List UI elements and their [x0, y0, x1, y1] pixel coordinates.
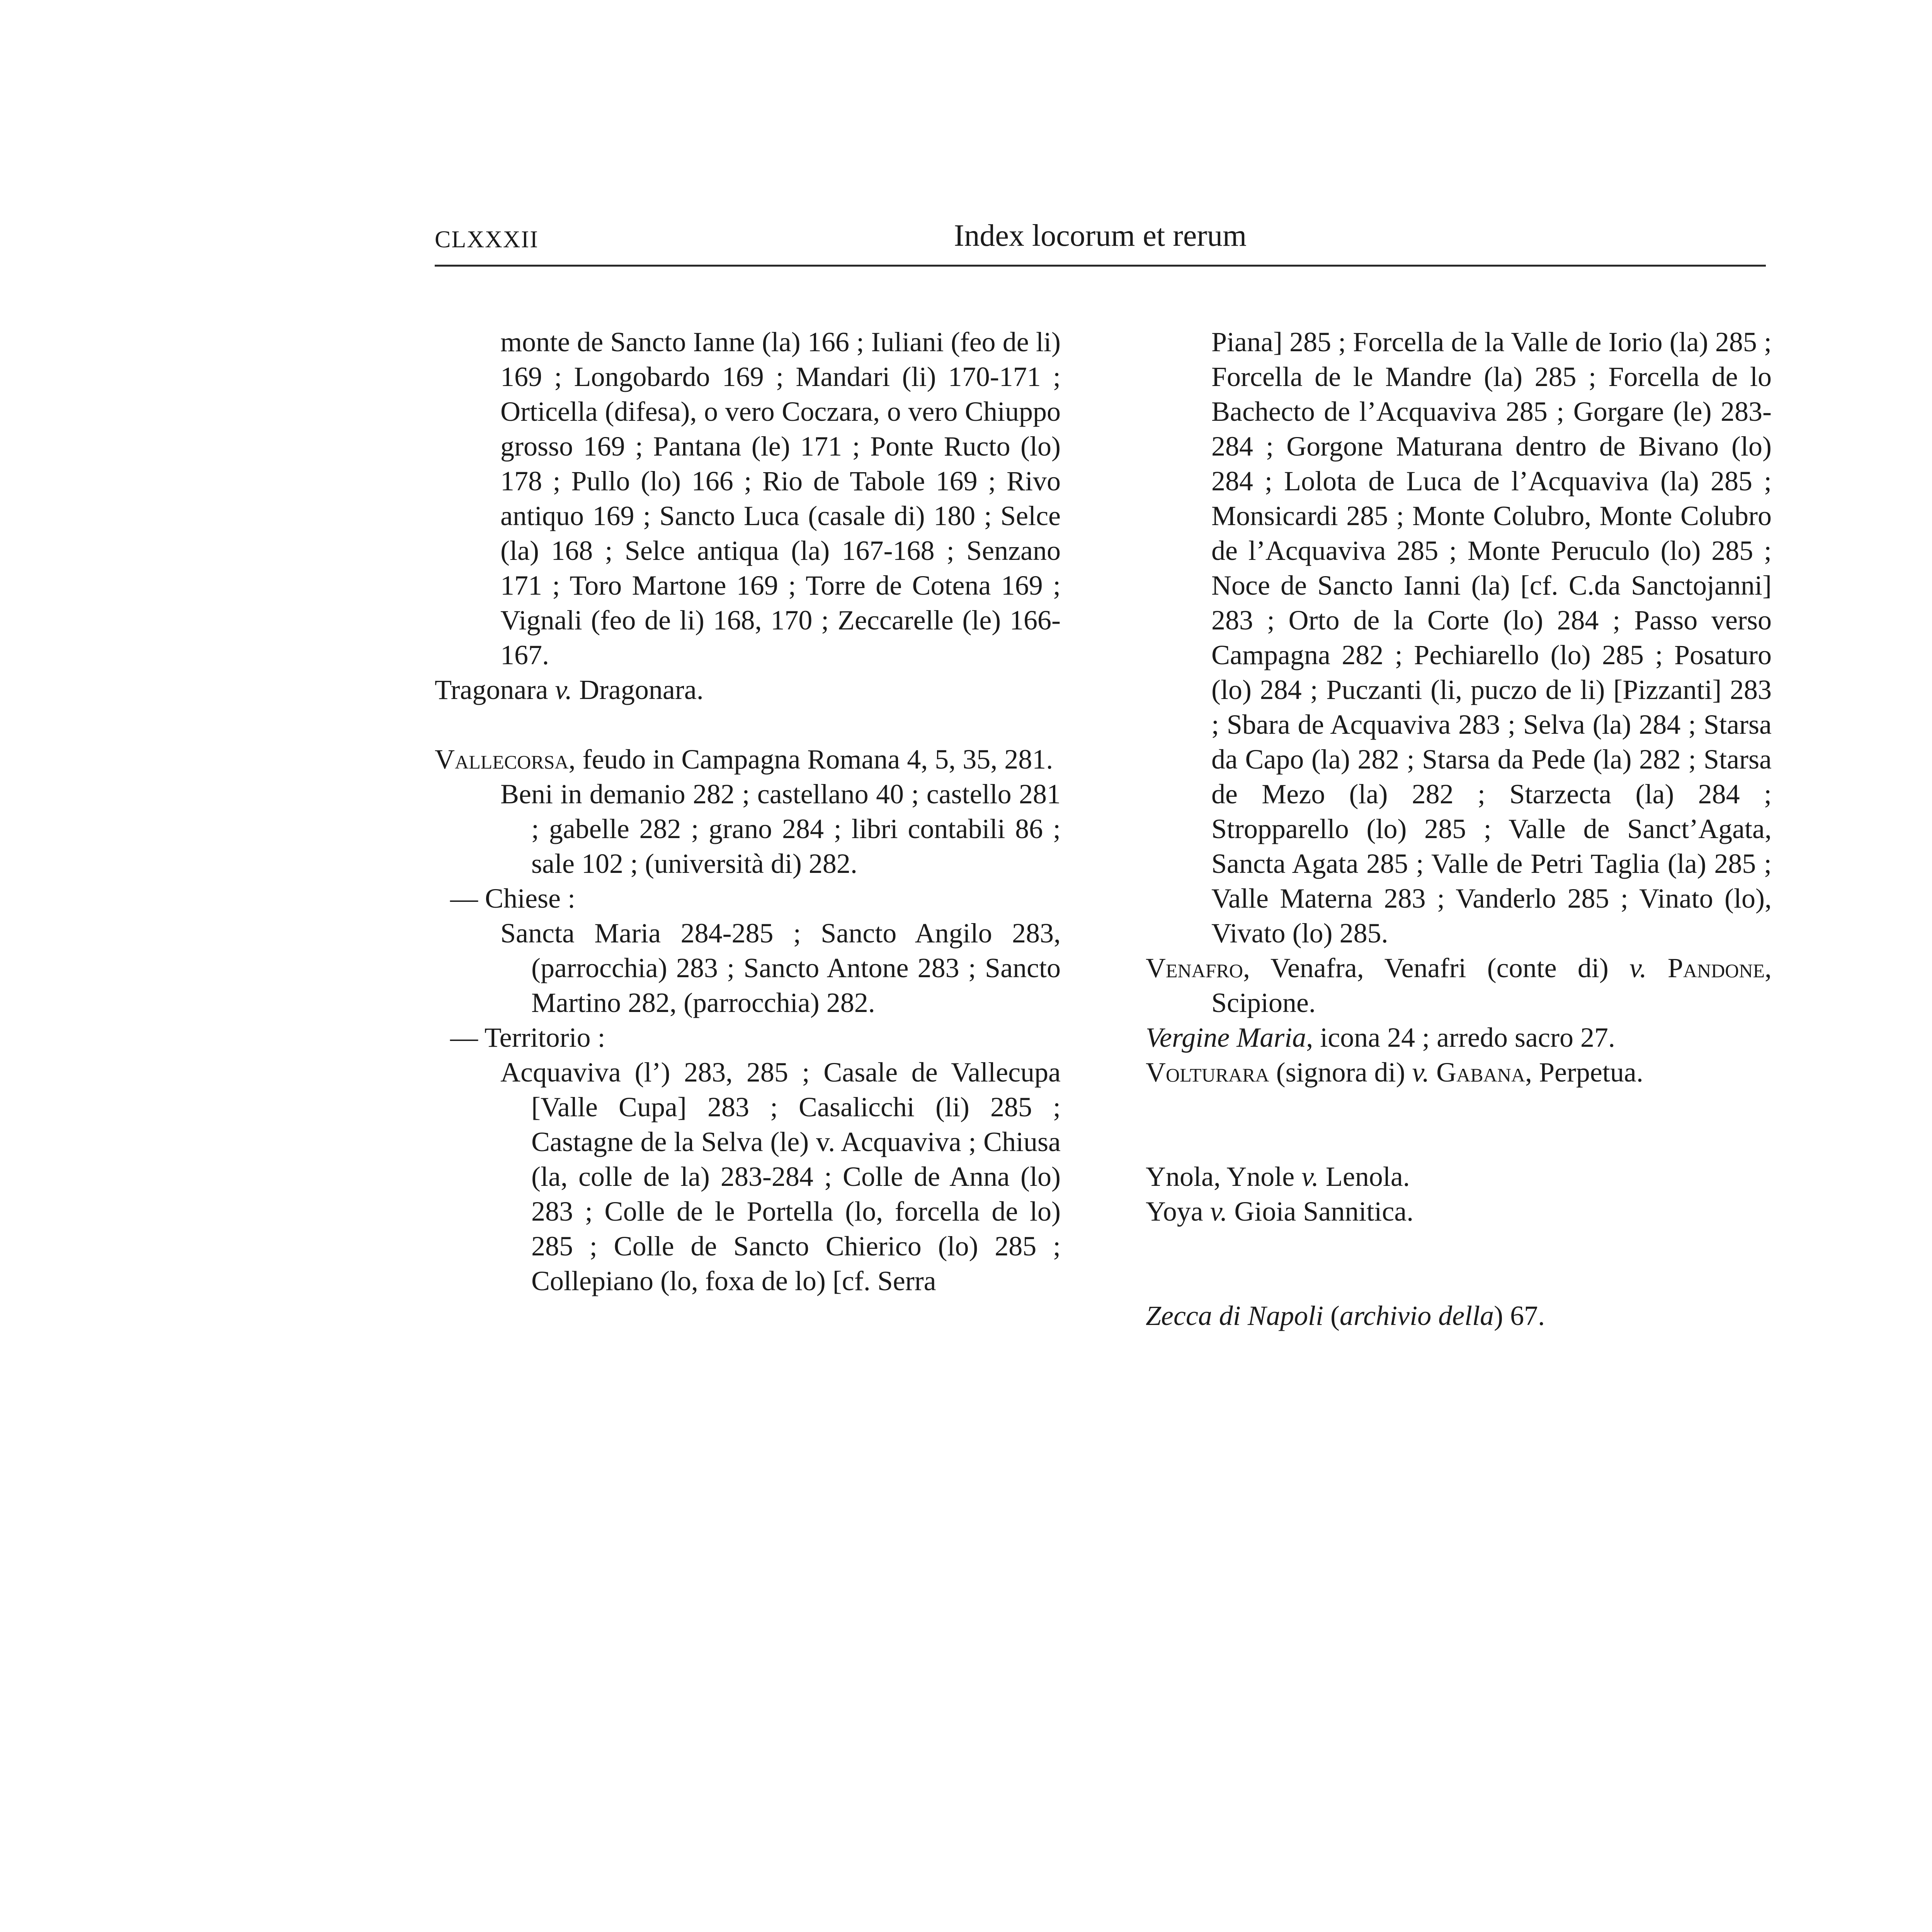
index-entry-zecca	[1146, 1298, 1772, 1333]
index-entry-yoya	[1146, 1194, 1772, 1229]
section-chiese: — Chiese :	[450, 883, 575, 914]
entry-head: Ynola, Ynole	[1146, 1161, 1295, 1192]
entry-description: , Venafra, Venafri (conte di)	[1243, 952, 1630, 983]
subentry-chiese: Sancta Maria 284-285 ; Sancto Angilo 283, (parrocchia) 283 ; Sancto Antone 283 ; Sancto Martino 282, (parrocchia) 282.	[500, 918, 1061, 1018]
entry-head: Tragonara	[435, 674, 548, 705]
entry-page-ref: ) 67.	[1494, 1300, 1545, 1331]
section-territorio: — Territorio :	[450, 1022, 605, 1053]
index-entry-continuation: monte de Sancto Ianne (la) 166 ; Iuliani (feo de li) 169 ; Longobardo 169 ; Mandari (li) 170-171 ; Orticella (difesa), o vero Coczara, o vero Chiuppo grosso 169 ; Pantana (le) 171 ; Ponte Ructo (lo) 178 ; Pullo (lo) 166 ; Rio de Tabole 169 ; Rivo antiquo 169 ; Sancto Luca (casale di) 180 ; Selce (la) 168 ; Selce antiqua (la) 167-168 ; Senzano 171 ; Toro Martone 169 ; Torre de Cotena 169 ; Vignali (feo de li) 168, 170 ; Zeccarelle (le) 166-167.	[500, 327, 1061, 670]
entry-reference: Pandone	[1667, 952, 1765, 983]
index-entry-tragonara	[435, 672, 1061, 707]
entry-head: Volturara	[1146, 1057, 1269, 1088]
left-column	[435, 325, 1061, 1298]
vide-marker: v.	[1412, 1057, 1430, 1088]
entry-description: , feudo in Campagna Romana 4, 5, 35, 281.	[568, 744, 1053, 775]
entry-head: Vergine Maria	[1146, 1022, 1306, 1053]
entry-head: Venafro	[1146, 952, 1243, 983]
vide-marker: v.	[555, 674, 572, 705]
subentry-territorio-continued: Piana] 285 ; Forcella de la Valle de Iorio (la) 285 ; Forcella de le Mandre (la) 285 ; Forcella de lo Bachecto de l’Acquaviva 285 ; Gorgare (le) 283-284 ; Gorgone Maturana dentro de Bivano (lo) 284 ; Lolota de Luca de l’Acquaviva (la) 285 ; Monsicardi 285 ; Monte Colubro, Monte Colubro de l’Acquaviva 285 ; Monte Peruculo (lo) 285 ; Noce de Sancto Ianni (la) [cf. C.da Sanctojanni] 283 ; Orto de la Corte (lo) 284 ; Passo verso Campagna 282 ; Pechiarello (lo) 285 ; Posaturo (lo) 284 ; Puczanti (li, puczo de li) [Pizzanti] 283 ; Sbara de Acquaviva 283 ; Selva (la) 284 ; Starsa da Capo (la) 282 ; Starsa da Pede (la) 282 ; Starsa de Mezo (la) 282 ; Starzecta (la) 284 ; Stropparello (lo) 285 ; Valle de Sanct’Agata, Sancta Agata 285 ; Valle de Petri Taglia (la) 285 ; Valle Materna 283 ; Vanderlo 285 ; Vinato (lo), Vivato (lo) 285.	[1211, 327, 1772, 949]
entry-reference: Gabana	[1436, 1057, 1525, 1088]
vide-marker: v.	[1210, 1196, 1228, 1227]
vide-marker: v.	[1629, 952, 1647, 983]
index-entry-vergine-maria	[1146, 1020, 1772, 1055]
entry-reference: Gioia Sannitica.	[1234, 1196, 1414, 1227]
entry-head: Zecca di Napoli	[1146, 1300, 1323, 1331]
page-title: Index locorum et rerum	[954, 219, 1247, 253]
spacer	[435, 707, 1061, 742]
index-entry-ynola	[1146, 1159, 1772, 1194]
entry-description: , icona 24 ; arredo sacro 27.	[1306, 1022, 1615, 1053]
index-entry-vallecorsa	[435, 742, 1061, 777]
subentry-beni: Beni in demanio 282 ; castellano 40 ; castello 281 ; gabelle 282 ; grano 284 ; libri contabili 86 ; sale 102 ; (università di) 282.	[500, 779, 1061, 879]
entry-description: (signora di)	[1269, 1057, 1412, 1088]
entry-head: Yoya	[1146, 1196, 1203, 1227]
entry-reference: Dragonara.	[579, 674, 704, 705]
index-entry-venafro	[1146, 951, 1772, 1020]
running-head	[435, 218, 1766, 267]
right-column	[1146, 325, 1772, 1333]
spacer	[1146, 1229, 1772, 1298]
vide-marker: v.	[1301, 1161, 1319, 1192]
entry-head: Vallecorsa	[435, 744, 569, 775]
entry-reference: Lenola.	[1325, 1161, 1410, 1192]
spacer	[1146, 1090, 1772, 1159]
entry-qualifier: archivio della	[1339, 1300, 1494, 1331]
folio-number: CLXXXII	[435, 226, 539, 253]
entry-reference-tail: , Scipione.	[1211, 952, 1772, 1018]
subentry-territorio: Acquaviva (l’) 283, 285 ; Casale de Vallecupa [Valle Cupa] 283 ; Casalicchi (li) 285 ; Castagne de la Selva (le) v. Acquaviva ; Chiusa (la, colle de la) 283-284 ; Colle de Anna (lo) 283 ; Colle de le Portella (lo, forcella de lo) 285 ; Colle de Sancto Chierico (lo) 285 ; Collepiano (lo, foxa de lo) [cf. Serra	[500, 1057, 1061, 1296]
index-entry-volturara	[1146, 1055, 1772, 1090]
entry-reference-tail: , Perpetua.	[1525, 1057, 1643, 1088]
entry-punct-open: (	[1323, 1300, 1340, 1331]
